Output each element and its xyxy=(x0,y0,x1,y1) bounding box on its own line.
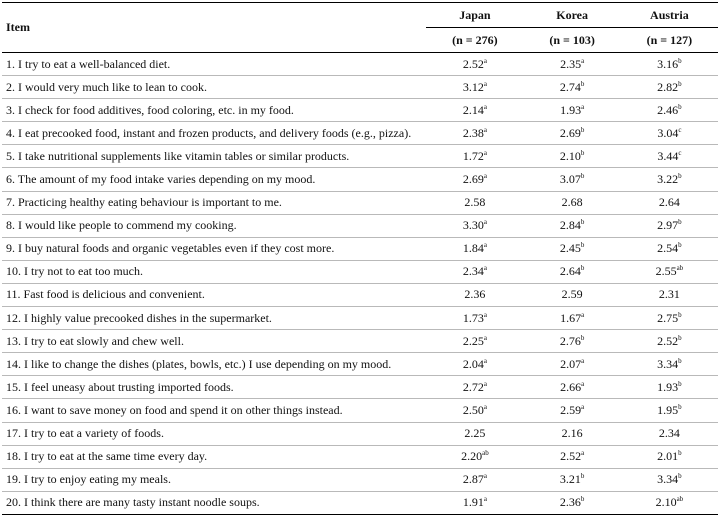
significance-superscript: b xyxy=(678,56,682,65)
value-cell-austria xyxy=(621,99,718,122)
significance-superscript: a xyxy=(483,333,487,342)
mean-value: 2.10 xyxy=(655,495,677,510)
mean-value: 2.58 xyxy=(464,195,486,210)
mean-value: 1.91 xyxy=(462,495,484,510)
mean-value: 2.59 xyxy=(560,402,582,417)
mean-value: 1.67 xyxy=(560,310,582,325)
significance-superscript: a xyxy=(581,449,585,458)
item-cell: 11. Fast food is delicious and convenient. xyxy=(2,283,426,306)
table-row xyxy=(2,353,718,376)
table-body xyxy=(2,53,718,515)
value-cell-korea xyxy=(524,399,621,422)
mean-value: 2.38 xyxy=(462,125,484,140)
mean-value: 3.07 xyxy=(559,172,581,187)
value-cell-japan xyxy=(426,491,523,514)
mean-value: 2.01 xyxy=(657,449,679,464)
mean-value: 1.84 xyxy=(462,241,484,256)
significance-superscript: a xyxy=(483,148,487,157)
value-cell-japan xyxy=(426,399,523,422)
significance-superscript: a xyxy=(483,79,487,88)
mean-value: 2.87 xyxy=(462,472,484,487)
value-cell-japan xyxy=(426,145,523,168)
item-cell: 5. I take nutritional supplements like vitamin tables or similar products. xyxy=(2,145,426,168)
value-cell-japan xyxy=(426,445,523,468)
table-row xyxy=(2,445,718,468)
value-cell-japan xyxy=(426,283,523,306)
mean-value: 2.45 xyxy=(559,241,581,256)
significance-superscript: a xyxy=(483,495,487,504)
mean-value: 3.34 xyxy=(657,356,679,371)
significance-superscript: b xyxy=(580,79,585,88)
value-cell-korea xyxy=(524,283,621,306)
value-cell-japan xyxy=(426,260,523,283)
mean-value: 1.93 xyxy=(657,379,679,394)
mean-value: 3.21 xyxy=(559,472,581,487)
mean-value: 2.74 xyxy=(559,79,581,94)
mean-value: 2.36 xyxy=(559,495,581,510)
value-cell-korea xyxy=(524,99,621,122)
table-row xyxy=(2,376,718,399)
value-cell-korea xyxy=(524,53,621,76)
item-cell: 16. I want to save money on food and spend it on other things instead. xyxy=(2,399,426,422)
mean-value: 2.69 xyxy=(559,125,581,140)
value-cell-austria xyxy=(621,399,718,422)
significance-superscript: a xyxy=(483,379,487,388)
significance-superscript: c xyxy=(678,125,682,134)
significance-superscript: a xyxy=(581,356,585,365)
value-cell-japan xyxy=(426,76,523,99)
mean-value: 1.93 xyxy=(560,102,582,117)
significance-superscript: b xyxy=(678,333,682,342)
country-header-japan: Japan xyxy=(426,3,523,28)
item-cell: 7. Practicing healthy eating behaviour is important to me. xyxy=(2,191,426,214)
significance-superscript: b xyxy=(580,218,585,227)
mean-value: 2.82 xyxy=(657,79,679,94)
value-cell-japan xyxy=(426,353,523,376)
item-column-header: Item xyxy=(2,3,426,53)
significance-superscript: b xyxy=(678,356,682,365)
significance-superscript: b xyxy=(580,241,585,250)
significance-superscript: b xyxy=(580,333,585,342)
item-cell: 2. I would very much like to lean to cook. xyxy=(2,76,426,99)
value-cell-korea xyxy=(524,260,621,283)
mean-value: 2.97 xyxy=(657,218,679,233)
table-row xyxy=(2,468,718,491)
item-cell: 1. I try to eat a well-balanced diet. xyxy=(2,53,426,76)
value-cell-austria xyxy=(621,491,718,514)
value-cell-korea xyxy=(524,353,621,376)
significance-superscript: a xyxy=(483,310,487,319)
value-cell-austria xyxy=(621,191,718,214)
value-cell-japan xyxy=(426,330,523,353)
item-cell: 18. I try to eat at the same time every day. xyxy=(2,445,426,468)
table-row xyxy=(2,145,718,168)
significance-superscript: a xyxy=(581,56,585,65)
significance-superscript: b xyxy=(580,125,585,134)
item-cell: 8. I would like people to commend my cooking. xyxy=(2,214,426,237)
table-row xyxy=(2,168,718,191)
mean-value: 2.76 xyxy=(559,333,581,348)
significance-superscript: a xyxy=(483,241,487,250)
table-row xyxy=(2,260,718,283)
item-cell: 15. I feel uneasy about trusting imported foods. xyxy=(2,376,426,399)
value-cell-japan xyxy=(426,168,523,191)
significance-superscript: b xyxy=(580,148,585,157)
significance-superscript: ab xyxy=(676,495,684,504)
mean-value: 1.95 xyxy=(657,402,679,417)
significance-superscript: a xyxy=(483,56,487,65)
mean-value: 2.07 xyxy=(560,356,582,371)
value-cell-japan xyxy=(426,307,523,330)
mean-value: 3.44 xyxy=(657,148,679,163)
value-cell-austria xyxy=(621,422,718,445)
value-cell-korea xyxy=(524,422,621,445)
mean-value: 2.04 xyxy=(462,356,484,371)
value-cell-austria xyxy=(621,214,718,237)
item-cell: 20. I think there are many tasty instant noodle soups. xyxy=(2,491,426,514)
mean-value: 2.25 xyxy=(462,333,484,348)
value-cell-japan xyxy=(426,122,523,145)
item-cell: 10. I try not to eat too much. xyxy=(2,260,426,283)
value-cell-japan xyxy=(426,237,523,260)
table-row xyxy=(2,191,718,214)
item-cell: 4. I eat precooked food, instant and frozen products, and delivery foods (e.g., pizza). xyxy=(2,122,426,145)
value-cell-japan xyxy=(426,468,523,491)
significance-superscript: a xyxy=(483,125,487,134)
value-cell-korea xyxy=(524,237,621,260)
mean-value: 2.20 xyxy=(461,449,483,464)
significance-superscript: b xyxy=(678,102,682,111)
value-cell-japan xyxy=(426,376,523,399)
mean-value: 1.73 xyxy=(462,310,484,325)
country-header-austria: Austria xyxy=(621,3,718,28)
value-cell-austria xyxy=(621,53,718,76)
value-cell-austria xyxy=(621,122,718,145)
value-cell-korea xyxy=(524,330,621,353)
mean-value: 2.84 xyxy=(559,218,581,233)
mean-value: 2.34 xyxy=(462,264,484,279)
value-cell-japan xyxy=(426,99,523,122)
mean-value: 2.36 xyxy=(464,287,486,302)
value-cell-korea xyxy=(524,468,621,491)
item-cell: 6. The amount of my food intake varies depending on my mood. xyxy=(2,168,426,191)
significance-superscript: b xyxy=(678,79,682,88)
significance-superscript: c xyxy=(678,148,682,157)
item-cell: 9. I buy natural foods and organic vegetables even if they cost more. xyxy=(2,237,426,260)
item-cell: 13. I try to eat slowly and chew well. xyxy=(2,330,426,353)
significance-superscript: b xyxy=(580,472,585,481)
mean-value: 2.64 xyxy=(559,264,581,279)
significance-superscript: b xyxy=(678,449,682,458)
significance-superscript: a xyxy=(581,379,585,388)
mean-value: 2.59 xyxy=(561,287,583,302)
value-cell-japan xyxy=(426,422,523,445)
mean-value: 2.75 xyxy=(657,310,679,325)
value-cell-korea xyxy=(524,191,621,214)
value-cell-austria xyxy=(621,353,718,376)
significance-superscript: a xyxy=(483,102,487,111)
table-row xyxy=(2,399,718,422)
item-cell: 19. I try to enjoy eating my meals. xyxy=(2,468,426,491)
value-cell-korea xyxy=(524,145,621,168)
table-row xyxy=(2,76,718,99)
table-row xyxy=(2,99,718,122)
item-cell: 14. I like to change the dishes (plates, bowls, etc.) I use depending on my mood. xyxy=(2,353,426,376)
significance-superscript: a xyxy=(581,102,585,111)
value-cell-japan xyxy=(426,53,523,76)
significance-superscript: b xyxy=(580,495,585,504)
mean-value: 2.52 xyxy=(560,449,582,464)
mean-value: 3.16 xyxy=(657,56,679,71)
mean-value: 2.25 xyxy=(464,426,486,441)
mean-value: 3.34 xyxy=(657,472,679,487)
significance-superscript: b xyxy=(580,264,585,273)
significance-superscript: b xyxy=(678,241,682,250)
value-cell-japan xyxy=(426,214,523,237)
mean-value: 2.52 xyxy=(462,56,484,71)
value-cell-korea xyxy=(524,491,621,514)
mean-value: 2.66 xyxy=(560,379,582,394)
mean-value: 2.34 xyxy=(658,426,680,441)
significance-superscript: a xyxy=(483,172,487,181)
table-row xyxy=(2,214,718,237)
value-cell-austria xyxy=(621,283,718,306)
sample-size-austria: (n = 127) xyxy=(621,28,718,53)
sample-size-korea: (n = 103) xyxy=(524,28,621,53)
item-cell: 17. I try to eat a variety of foods. xyxy=(2,422,426,445)
significance-superscript: ab xyxy=(676,264,684,273)
value-cell-korea xyxy=(524,376,621,399)
significance-superscript: b xyxy=(678,472,682,481)
mean-value: 3.22 xyxy=(657,172,679,187)
value-cell-austria xyxy=(621,237,718,260)
data-table xyxy=(2,2,718,515)
mean-value: 3.12 xyxy=(462,79,484,94)
table-row xyxy=(2,491,718,514)
value-cell-austria xyxy=(621,330,718,353)
table-row xyxy=(2,283,718,306)
value-cell-japan xyxy=(426,191,523,214)
mean-value: 2.68 xyxy=(561,195,583,210)
significance-superscript: b xyxy=(678,310,682,319)
table-row xyxy=(2,307,718,330)
mean-value: 2.16 xyxy=(561,426,583,441)
significance-superscript: a xyxy=(483,264,487,273)
significance-superscript: b xyxy=(678,218,682,227)
table-row xyxy=(2,53,718,76)
value-cell-austria xyxy=(621,468,718,491)
mean-value: 3.04 xyxy=(657,125,679,140)
table-row xyxy=(2,330,718,353)
significance-superscript: b xyxy=(678,402,682,411)
value-cell-korea xyxy=(524,307,621,330)
mean-value: 2.69 xyxy=(462,172,484,187)
value-cell-korea xyxy=(524,445,621,468)
significance-superscript: a xyxy=(483,356,487,365)
mean-value: 2.55 xyxy=(655,264,677,279)
table-row xyxy=(2,237,718,260)
significance-superscript: a xyxy=(483,218,487,227)
value-cell-austria xyxy=(621,76,718,99)
mean-value: 1.72 xyxy=(462,148,484,163)
significance-superscript: b xyxy=(580,172,585,181)
significance-superscript: a xyxy=(581,402,585,411)
significance-superscript: a xyxy=(483,472,487,481)
mean-value: 3.30 xyxy=(462,218,484,233)
mean-value: 2.64 xyxy=(658,195,680,210)
country-header-korea: Korea xyxy=(524,3,621,28)
mean-value: 2.14 xyxy=(462,102,484,117)
value-cell-korea xyxy=(524,214,621,237)
table-row xyxy=(2,422,718,445)
value-cell-korea xyxy=(524,122,621,145)
mean-value: 2.72 xyxy=(462,379,484,394)
mean-value: 2.10 xyxy=(559,148,581,163)
value-cell-austria xyxy=(621,145,718,168)
value-cell-austria xyxy=(621,376,718,399)
value-cell-austria xyxy=(621,260,718,283)
significance-superscript: a xyxy=(581,310,585,319)
value-cell-austria xyxy=(621,445,718,468)
value-cell-korea xyxy=(524,76,621,99)
significance-superscript: b xyxy=(678,379,682,388)
value-cell-austria xyxy=(621,168,718,191)
item-cell: 3. I check for food additives, food coloring, etc. in my food. xyxy=(2,99,426,122)
significance-superscript: ab xyxy=(482,449,489,458)
mean-value: 2.54 xyxy=(657,241,679,256)
mean-value: 2.46 xyxy=(657,102,679,117)
mean-value: 2.35 xyxy=(560,56,582,71)
mean-value: 2.50 xyxy=(462,402,484,417)
value-cell-korea xyxy=(524,168,621,191)
table-row xyxy=(2,122,718,145)
header-row xyxy=(2,3,718,28)
mean-value: 2.52 xyxy=(657,333,679,348)
value-cell-austria xyxy=(621,307,718,330)
item-cell: 12. I highly value precooked dishes in the supermarket. xyxy=(2,307,426,330)
sample-size-japan: (n = 276) xyxy=(426,28,523,53)
mean-value: 2.31 xyxy=(658,287,680,302)
significance-superscript: a xyxy=(483,402,487,411)
significance-superscript: b xyxy=(678,172,682,181)
